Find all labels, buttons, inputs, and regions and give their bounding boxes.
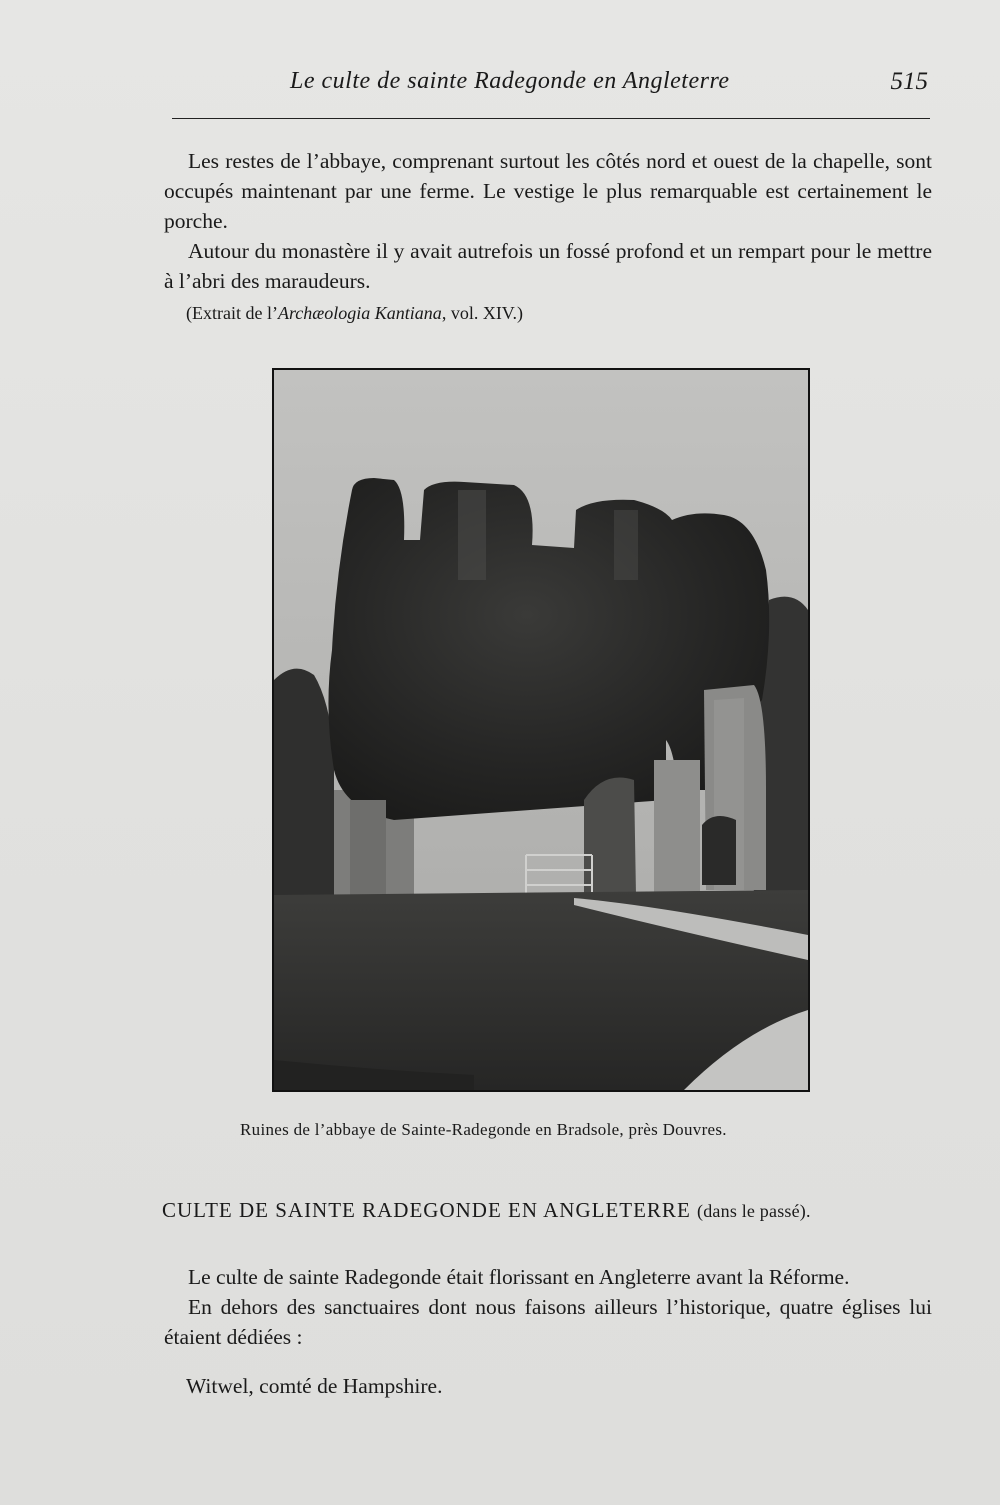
page-number: 515	[890, 68, 928, 95]
header-rule	[172, 118, 930, 119]
section-heading-note: (dans le passé).	[697, 1201, 811, 1221]
source-title: Archæologia Kantiana	[277, 303, 442, 323]
paragraph: En dehors des sanctuaires dont nous faisons ailleurs l’historique, quatre églises lui étaient dédiées :	[164, 1295, 932, 1349]
running-head: Le culte de sainte Radegonde en Angleterre	[290, 68, 730, 94]
section-heading-title: CULTE DE SAINTE RADEGONDE EN ANGLETERRE	[162, 1198, 691, 1222]
paragraph: Le culte de sainte Radegonde était florissant en Angleterre avant la Réforme.	[188, 1265, 850, 1289]
section-text	[164, 1262, 932, 1352]
list-item: Witwel, comté de Hampshire.	[186, 1374, 443, 1398]
paragraph: Les restes de l’abbaye, comprenant surtout les côtés nord et ouest de la chapelle, sont occupés maintenant par une ferme. Le vestige le plus remarquable est certainement le porche.	[164, 149, 932, 233]
abbey-ruins-photograph	[272, 368, 810, 1092]
source-suffix: , vol. XIV.)	[441, 303, 523, 323]
source-citation	[186, 303, 523, 324]
source-prefix: (Extrait de l’	[186, 303, 278, 323]
page-header	[170, 62, 930, 106]
ruins-photo-illustration	[274, 370, 808, 1090]
section-heading	[162, 1198, 811, 1223]
paragraph: Autour du monastère il y avait autrefois un fossé profond et un rempart pour le mettre à l’abri des maraudeurs.	[164, 239, 932, 293]
figure-caption: Ruines de l’abbaye de Sainte-Radegonde en Bradsole, près Douvres.	[240, 1120, 727, 1139]
intro-text	[164, 146, 932, 296]
